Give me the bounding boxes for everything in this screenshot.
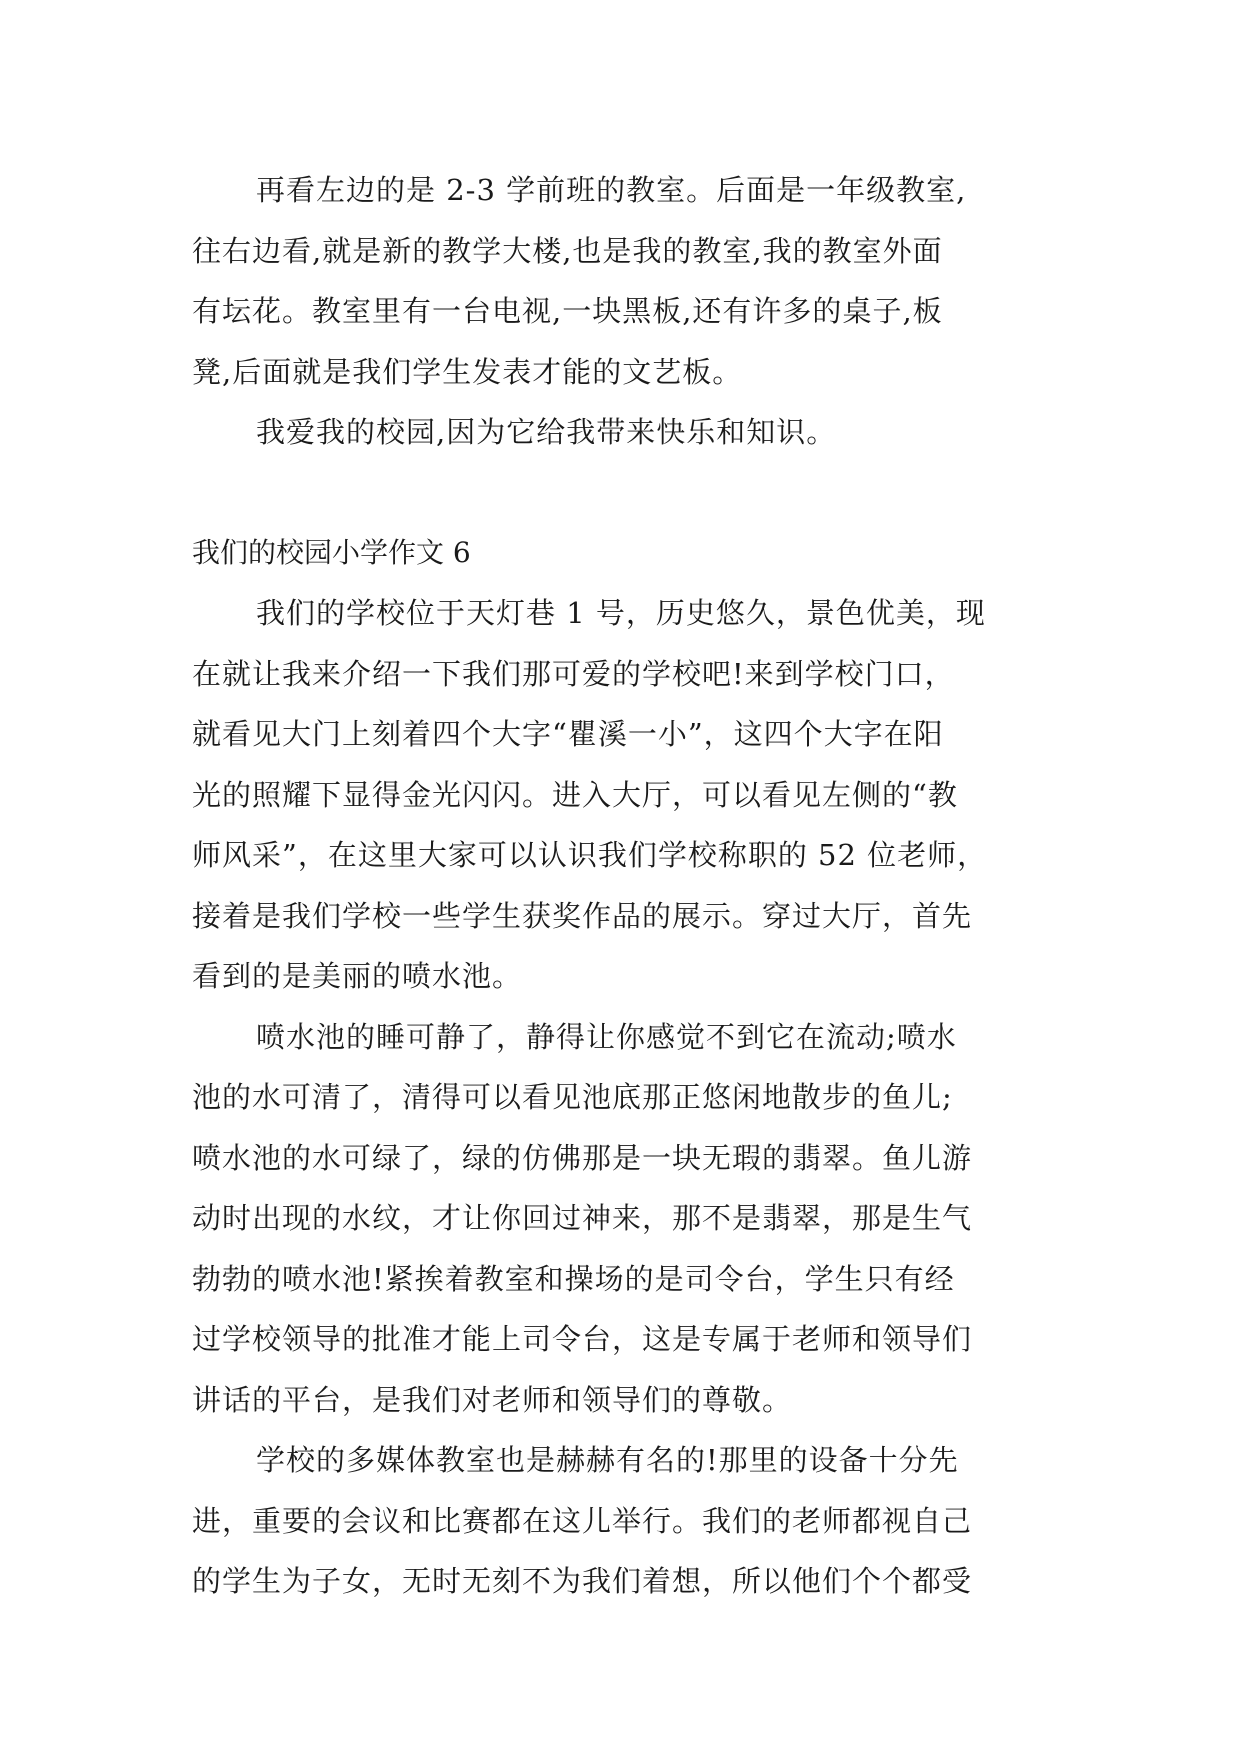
text-line: 讲话的平台，是我们对老师和领导们的尊敬。: [192, 1382, 793, 1417]
document-body: [192, 160, 1052, 1612]
text-line: 师风采”，在这里大家可以认识我们学校称职的 52 位老师，: [192, 838, 988, 872]
text-line: 光的照耀下显得金光闪闪。进入大厅，可以看见左侧的“教: [192, 777, 958, 812]
text-line: 就看见大门上刻着四个大字“瞿溪一小”，这四个大字在阳: [192, 717, 944, 751]
section-spacer: [192, 463, 1052, 523]
text-line: 我爱我的校园,因为它给我带来快乐和知识。: [256, 415, 837, 449]
text-line: 的学生为子女，无时无刻不为我们着想，所以他们个个都受: [192, 1564, 973, 1598]
text-line: 学校的多媒体教室也是赫赫有名的!那里的设备十分先: [256, 1443, 959, 1477]
section-heading-block: [192, 523, 1052, 584]
section-heading: 我们的校园小学作文 6: [192, 535, 471, 569]
text-line: 池的水可清了，清得可以看见池底那正悠闲地散步的鱼儿;: [192, 1080, 953, 1114]
text-line: 我们的学校位于天灯巷 1 号，历史悠久，景色优美，现: [256, 596, 986, 630]
paragraph-4: [192, 1007, 1052, 1431]
text-line: 往右边看,就是新的教学大楼,也是我的教室,我的教室外面: [192, 233, 943, 268]
paragraph-2: [192, 402, 1052, 463]
text-line: 在就让我来介绍一下我们那可爱的学校吧!来到学校门口，: [192, 656, 955, 691]
paragraph-5: [192, 1430, 1052, 1612]
text-line: 有坛花。教室里有一台电视,一块黑板,还有许多的桌子,板: [192, 294, 943, 328]
paragraph-3: [192, 583, 1052, 1007]
text-line: 动时出现的水纹，才让你回过神来，那不是翡翠，那是生气: [192, 1201, 973, 1235]
text-line: 喷水池的睡可静了，静得让你感觉不到它在流动;喷水: [256, 1019, 957, 1054]
text-line: 勃勃的喷水池!紧挨着教室和操场的是司令台，学生只有经: [192, 1261, 955, 1296]
text-line: 看到的是美丽的喷水池。: [192, 959, 523, 993]
text-line: 喷水池的水可绿了，绿的仿佛那是一块无瑕的翡翠。鱼儿游: [192, 1140, 973, 1175]
text-line: 进，重要的会议和比赛都在这儿举行。我们的老师都视自己: [192, 1503, 973, 1538]
text-line: 过学校领导的批准才能上司令台，这是专属于老师和领导们: [192, 1322, 973, 1356]
paragraph-1: [192, 160, 1052, 402]
text-line: 接着是我们学校一些学生获奖作品的展示。穿过大厅，首先: [192, 898, 973, 933]
text-line: 凳,后面就是我们学生发表才能的文艺板。: [192, 354, 743, 389]
text-line: 再看左边的是 2-3 学前班的教室。后面是一年级教室,: [256, 173, 967, 207]
